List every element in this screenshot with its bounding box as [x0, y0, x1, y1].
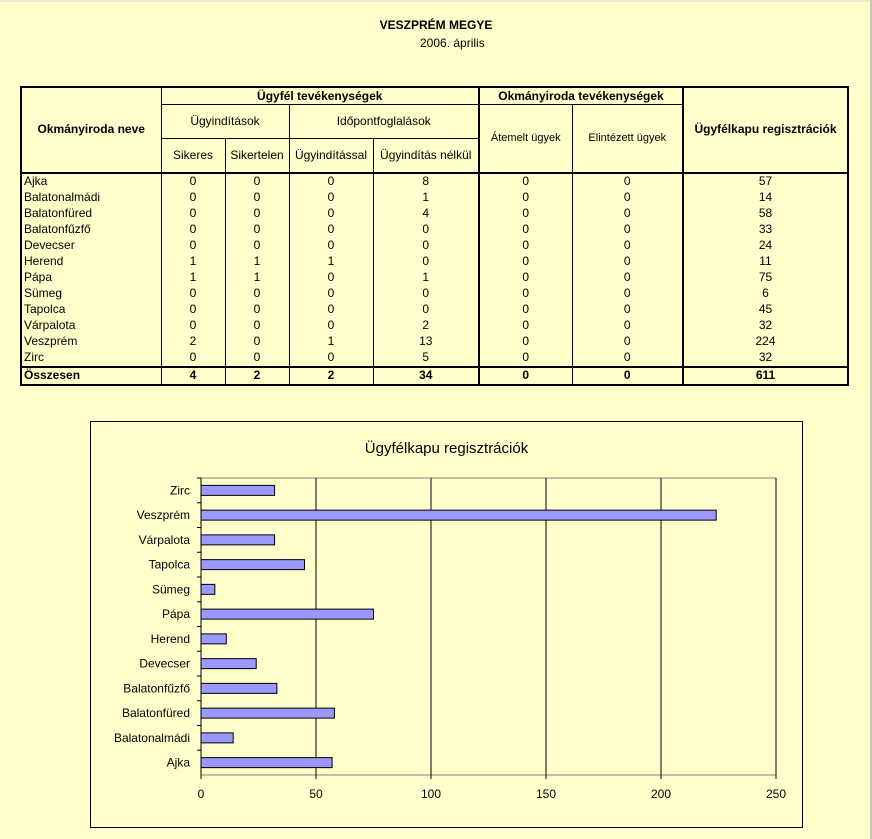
- cell-value: 0: [161, 302, 225, 318]
- y-tick-label: Ajka: [166, 755, 190, 770]
- table-row: [21, 173, 848, 190]
- cell-value: 0: [572, 318, 683, 334]
- x-tick-label: 200: [650, 787, 672, 801]
- table-row: [21, 222, 848, 238]
- y-tick-label: Tapolca: [148, 557, 190, 572]
- subgroup-initiations: Ügyindítások: [161, 105, 289, 139]
- cell-value: 0: [572, 302, 683, 318]
- cell-value: 0: [225, 222, 289, 238]
- cell-value: 0: [479, 334, 572, 350]
- col-office-name: Okmányiroda neve: [21, 87, 161, 173]
- y-tick-label: Balatonalmádi: [113, 730, 190, 745]
- cell-value: 0: [289, 302, 373, 318]
- cell-value: 0: [572, 173, 683, 190]
- table-row: [21, 286, 848, 302]
- cell-value: 0: [479, 367, 572, 385]
- bar: [201, 683, 277, 693]
- table-row: [21, 206, 848, 222]
- cell-office-name: Várpalota: [21, 318, 161, 334]
- page-title: VESZPRÉM MEGYE: [379, 18, 493, 32]
- cell-value: 24: [683, 238, 848, 254]
- plot-area: [201, 478, 776, 775]
- bar: [201, 609, 374, 619]
- cell-value: 0: [161, 222, 225, 238]
- cell-value: 0: [161, 350, 225, 367]
- cell-office-name: Ajka: [21, 173, 161, 190]
- cell-value: 0: [225, 238, 289, 254]
- col-success: Sikeres: [161, 139, 225, 173]
- cell-office-name: Zirc: [21, 350, 161, 367]
- cell-value: 0: [479, 270, 572, 286]
- col-fail: Sikertelen: [225, 139, 289, 173]
- cell-value: 0: [225, 190, 289, 206]
- cell-value: 13: [373, 334, 479, 350]
- cell-value: 1: [373, 190, 479, 206]
- cell-value: 0: [479, 318, 572, 334]
- x-tick-label: 150: [535, 787, 557, 801]
- cell-office-name: Veszprém: [21, 334, 161, 350]
- cell-value: 4: [161, 367, 225, 385]
- cell-value: 0: [225, 334, 289, 350]
- cell-value: 1: [289, 254, 373, 270]
- cell-value: 5: [373, 350, 479, 367]
- cell-office-name: Devecser: [21, 238, 161, 254]
- cell-office-name: Pápa: [21, 270, 161, 286]
- col-completed: Elintézett ügyek: [572, 105, 683, 173]
- y-tick-label: Devecser: [139, 656, 190, 671]
- cell-value: 224: [683, 334, 848, 350]
- cell-value: 0: [572, 286, 683, 302]
- cell-value: 57: [683, 173, 848, 190]
- bar: [201, 584, 215, 594]
- cell-value: 2: [225, 367, 289, 385]
- cell-value: 1: [161, 270, 225, 286]
- cell-value: 0: [225, 318, 289, 334]
- cell-value: 0: [289, 173, 373, 190]
- cell-value: 32: [683, 350, 848, 367]
- subgroup-appointments: Időpontfoglalások: [289, 105, 479, 139]
- x-tick-label: 0: [197, 787, 205, 801]
- cell-value: 32: [683, 318, 848, 334]
- group-customer-activities: Ügyfél tevékenységek: [161, 87, 479, 105]
- cell-value: 0: [289, 222, 373, 238]
- cell-value: 1: [225, 254, 289, 270]
- y-tick-label: Balatonfüred: [121, 706, 190, 721]
- cell-office-name: Tapolca: [21, 302, 161, 318]
- cell-value: 0: [161, 173, 225, 190]
- cell-office-name: Sümeg: [21, 286, 161, 302]
- cell-value: 0: [572, 254, 683, 270]
- cell-value: 75: [683, 270, 848, 286]
- y-tick-label: Pápa: [161, 607, 190, 622]
- col-transferred: Átemelt ügyek: [479, 105, 572, 173]
- cell-value: 1: [289, 334, 373, 350]
- cell-value: 0: [289, 190, 373, 206]
- cell-value: 11: [683, 254, 848, 270]
- cell-value: 0: [479, 190, 572, 206]
- chart-container: [90, 421, 803, 828]
- bar-chart: [91, 422, 802, 827]
- x-tick-label: 50: [309, 787, 323, 801]
- cell-value: 0: [225, 350, 289, 367]
- cell-value: 0: [373, 222, 479, 238]
- cell-value: 0: [373, 254, 479, 270]
- y-tick-label: Sümeg: [151, 582, 190, 597]
- cell-value: 0: [479, 286, 572, 302]
- cell-value: 58: [683, 206, 848, 222]
- col-with-init: Ügyindítással: [289, 139, 373, 173]
- cell-value: 0: [289, 206, 373, 222]
- y-tick-label: Herend: [150, 631, 190, 646]
- y-tick-label: Zirc: [170, 483, 190, 498]
- table-row: [21, 190, 848, 206]
- col-portal-registrations: Ügyfélkapu regisztrációk: [683, 87, 848, 173]
- cell-value: 0: [479, 206, 572, 222]
- chart-title: Ügyfélkapu regisztrációk: [364, 440, 529, 457]
- cell-value: 0: [161, 318, 225, 334]
- y-tick-label: Veszprém: [136, 508, 190, 523]
- cell-value: 14: [683, 190, 848, 206]
- cell-value: 0: [572, 270, 683, 286]
- cell-office-name: Balatonalmádi: [21, 190, 161, 206]
- bar: [201, 758, 332, 768]
- cell-value: 0: [479, 350, 572, 367]
- bar: [201, 659, 256, 669]
- cell-value: 0: [161, 206, 225, 222]
- table-row: [21, 334, 848, 350]
- statistics-table: [20, 86, 849, 386]
- bar: [201, 510, 716, 520]
- bar: [201, 708, 334, 718]
- col-without-init: Ügyindítás nélkül: [373, 139, 479, 173]
- cell-value: 0: [373, 286, 479, 302]
- cell-value: 2: [289, 367, 373, 385]
- cell-value: 45: [683, 302, 848, 318]
- cell-value: 2: [161, 334, 225, 350]
- cell-office-name: Összesen: [21, 367, 161, 385]
- cell-value: 0: [373, 238, 479, 254]
- cell-value: 0: [373, 302, 479, 318]
- group-office-activities: Okmányiroda tevékenységek: [479, 87, 683, 105]
- cell-value: 1: [161, 254, 225, 270]
- cell-value: 0: [479, 222, 572, 238]
- x-tick-label: 250: [765, 787, 787, 801]
- cell-value: 0: [572, 238, 683, 254]
- cell-value: 2: [373, 318, 479, 334]
- cell-value: 0: [161, 286, 225, 302]
- cell-value: 0: [225, 302, 289, 318]
- bar: [201, 535, 275, 545]
- cell-value: 0: [289, 286, 373, 302]
- cell-value: 0: [289, 350, 373, 367]
- window-top-border: [0, 0, 872, 2]
- y-tick-label: Balatonfűzfő: [123, 681, 190, 696]
- table-row: [21, 318, 848, 334]
- cell-value: 0: [572, 190, 683, 206]
- y-tick-label: Várpalota: [138, 532, 190, 547]
- cell-value: 0: [225, 286, 289, 302]
- cell-value: 0: [289, 318, 373, 334]
- cell-value: 8: [373, 173, 479, 190]
- table-row: [21, 350, 848, 367]
- cell-value: 0: [572, 367, 683, 385]
- x-tick-label: 100: [420, 787, 442, 801]
- cell-value: 0: [479, 302, 572, 318]
- cell-office-name: Balatonfüred: [21, 206, 161, 222]
- cell-value: 0: [479, 254, 572, 270]
- cell-value: 33: [683, 222, 848, 238]
- table-row: [21, 270, 848, 286]
- cell-value: 0: [225, 173, 289, 190]
- cell-value: 0: [289, 238, 373, 254]
- cell-value: 0: [572, 350, 683, 367]
- cell-value: 0: [161, 238, 225, 254]
- cell-value: 1: [225, 270, 289, 286]
- table-row: [21, 254, 848, 270]
- table-row: [21, 238, 848, 254]
- cell-value: 0: [479, 173, 572, 190]
- total-row: [21, 367, 848, 385]
- cell-value: 0: [479, 238, 572, 254]
- cell-value: 0: [161, 190, 225, 206]
- cell-office-name: Herend: [21, 254, 161, 270]
- bar: [201, 634, 226, 644]
- cell-value: 0: [572, 222, 683, 238]
- cell-value: 6: [683, 286, 848, 302]
- bar: [201, 560, 305, 570]
- cell-value: 0: [572, 334, 683, 350]
- cell-value: 0: [225, 206, 289, 222]
- table-row: [21, 302, 848, 318]
- bar: [201, 485, 275, 495]
- cell-value: 0: [289, 270, 373, 286]
- bar: [201, 733, 233, 743]
- page-subtitle: 2006. április: [420, 36, 485, 50]
- cell-value: 34: [373, 367, 479, 385]
- cell-value: 611: [683, 367, 848, 385]
- cell-value: 4: [373, 206, 479, 222]
- cell-value: 1: [373, 270, 479, 286]
- cell-value: 0: [572, 206, 683, 222]
- cell-office-name: Balatonfűzfő: [21, 222, 161, 238]
